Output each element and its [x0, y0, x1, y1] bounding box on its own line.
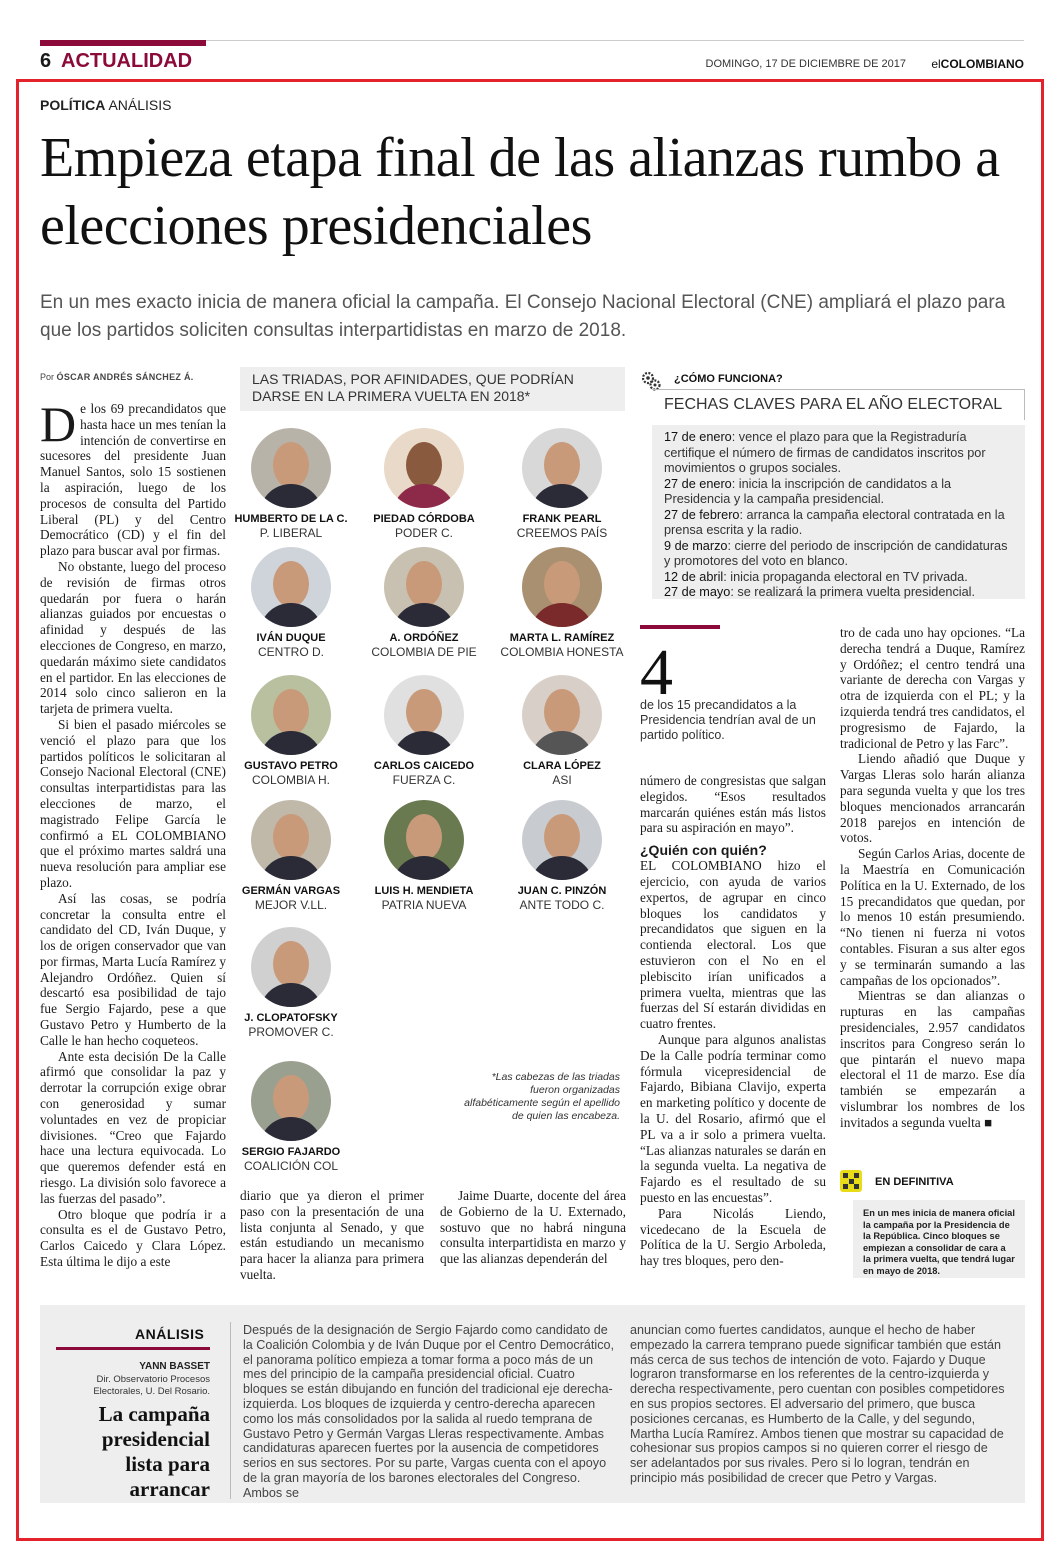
candidate-card	[359, 800, 489, 912]
fecha-text: : vence el plazo para que la Registraduría certifique el número de firmas de candidatos inscritos por movimientos o grupos sociales.	[664, 430, 986, 475]
candidate-photo	[251, 547, 331, 627]
candidate-party: P. LIBERAL	[259, 526, 323, 540]
subhead: ¿Quién con quién?	[640, 842, 767, 859]
triadas-title: LAS TRIADAS, POR AFINIDADES, QUE PODRÍAN DARSE EN LA PRIMERA VUELTA EN 2018*	[240, 367, 625, 411]
candidate-photo	[251, 428, 331, 508]
fecha-item	[664, 477, 1015, 508]
face	[273, 561, 309, 607]
candidate-name: A. ORDÓÑEZ	[389, 632, 459, 644]
candidate-card	[226, 547, 356, 659]
face	[273, 941, 309, 987]
candidate-photo	[522, 547, 602, 627]
candidate-card	[226, 675, 356, 787]
face	[273, 1075, 309, 1121]
paragraph: Jaime Duarte, docente del área de Gobierno de la U. Externado, sostuvo que no habrá ninguna consulta interpartidista en marzo y que las alianzas dependerán del	[440, 1188, 626, 1267]
suit	[392, 484, 456, 508]
suit	[530, 731, 594, 755]
byline-prefix: Por	[40, 372, 55, 382]
candidate-photo	[251, 1061, 331, 1141]
stat-number: 4	[640, 636, 673, 709]
candidate-card	[226, 428, 356, 540]
stat-text: de los 15 precandidatos a la Presidencia tendrían aval de un partido político.	[640, 698, 816, 742]
candidate-card	[226, 800, 356, 912]
drop-cap: D	[40, 396, 77, 452]
candidate-name: PIEDAD CÓRDOBA	[373, 513, 475, 525]
candidate-party: PATRIA NUEVA	[381, 898, 467, 912]
face	[273, 442, 309, 488]
candidate-name: FRANK PEARL	[522, 513, 602, 525]
candidate-card	[497, 547, 627, 659]
candidate-party: FUERZA C.	[392, 773, 456, 787]
fecha-item	[664, 570, 1015, 586]
section-name: ACTUALIDAD	[61, 50, 193, 72]
fecha-item	[664, 430, 1015, 477]
brand-name: COLOMBIANO	[940, 57, 1024, 71]
candidate-party: COLOMBIA DE PIE	[371, 645, 477, 659]
analysis-accent-bar	[56, 1347, 210, 1350]
candidate-name: JUAN C. PINZÓN	[517, 885, 607, 897]
stat-accent-bar	[640, 625, 720, 629]
page-number: 6	[40, 50, 52, 72]
candidate-name: HUMBERTO DE LA C.	[234, 513, 348, 525]
suit	[392, 731, 456, 755]
candidate-photo	[251, 800, 331, 880]
candidate-party: COLOMBIA HONESTA	[500, 645, 624, 659]
suit	[259, 1117, 323, 1141]
candidate-party: PODER C.	[394, 526, 453, 540]
body-column-4	[840, 625, 1025, 1131]
candidate-party: ANTE TODO C.	[519, 898, 605, 912]
suit	[392, 856, 456, 880]
fecha-text: : se realizará la primera vuelta presidencial.	[730, 585, 976, 599]
analysis-title: La campaña presidencial lista para arrancar	[98, 1402, 210, 1501]
candidate-party: COALICIÓN COL	[243, 1159, 339, 1173]
face	[406, 442, 442, 488]
paragraph: No obstante, luego del proceso de revisión de firmas otros quedarán por fuera o harán alianzas guiados por encuestas o afinidad y después de las elecciones de Congreso, en marzo, quedarán máximo siete candidatos en el partidor. En las elecciones de 2014 solo cinco salieron en la tarjeta de primera vuelta.	[40, 558, 226, 717]
deck: En un mes exacto inicia de manera oficial la campaña. El Consejo Nacional Electoral (CNE) ampliará el plazo para que los partidos soliciten consultas interpartidistas en marzo de 2018.	[40, 292, 1006, 341]
en-definitiva-title: EN DEFINITIVA	[875, 1176, 954, 1188]
face	[273, 689, 309, 735]
como-funciona-title: ¿CÓMO FUNCIONA?	[674, 373, 783, 385]
suit	[259, 731, 323, 755]
face	[544, 561, 580, 607]
candidate-party: CENTRO D.	[258, 645, 324, 659]
paragraph: Según Carlos Arias, docente de la Maestría en Comunicación Política en la U. Externado, de los 15 precandidatos que quedan, por lo menos 10 están presumiendo. “No tienen ni fuerza ni votos contables. Fisuran a sus alter egos y se terminarán sumando a las campañas de los opcionados”.	[840, 846, 1025, 988]
fecha-date: 27 de febrero	[664, 507, 740, 522]
candidate-card	[226, 927, 356, 1039]
analysis-author-role: Dir. Observatorio Procesos Electorales, U. Del Rosario.	[93, 1374, 210, 1397]
candidate-party: COLOMBIA H.	[251, 773, 331, 787]
section-accent-bar	[40, 40, 206, 46]
fecha-text: : arranca la campaña electoral contratada en la prensa escrita y la radio.	[664, 507, 1005, 537]
candidate-photo	[384, 547, 464, 627]
paragraph: tro de cada uno hay opciones. “La derecha tendrá a Duque, Ramírez y Ordóñez; el centro tendrá una variante de derecha con Vargas y otra de izquierda con el PL; y la izquierda tendrá tres candidatos, el progresismo de Fajardo, la tradicional de Petro y las Farc”.	[840, 625, 1025, 751]
paragraph: Otro bloque que podría ir a consulta es el de Gustavo Petro, Carlos Caicedo y Clara López. Esta última le dijo a este	[40, 1206, 226, 1270]
candidate-card	[497, 675, 627, 787]
candidate-photo	[384, 428, 464, 508]
fecha-text: : inicia la inscripción de candidatos a la Presidencia y la campaña presidencial.	[664, 476, 952, 506]
body-column-2a	[240, 1188, 424, 1283]
fecha-date: 12 de abril	[664, 569, 724, 584]
fecha-text: : cierre del periodo de inscripción de candidaturas y promotores del voto en blanco.	[664, 538, 1008, 568]
analysis-column-1: Después de la designación de Sergio Fajardo como candidato de la Coalición Colombia y de Iván Duque por el Centro Democrático, el panorama político empieza a tomar forma a poco más de un mes del principio de la campaña presidencial oficial. Cuatro bloques se están dibujando en función del tradicional eje derecha-izquierda. Los bloques de izquierda y centro-derecha aparecen como los más consolidados por la salida al ruedo temprana de Gustavo Petro y Germán Vargas Lleras respectivamente. Ambas candidaturas aparecen fuertes por la ausencia de competidores serios en sus sectores. Por su parte, Vargas cuenta con el apoyo de la gran mayoría de los barones electorales del Congreso. Ambos se	[243, 1323, 614, 1500]
newspaper-brand	[931, 57, 1024, 71]
byline	[40, 372, 194, 382]
analysis-label: ANÁLISIS	[135, 1326, 205, 1342]
candidate-party: CREEMOS PAÍS	[516, 526, 608, 540]
paragraph: Para Nicolás Liendo, vicedecano de la Escuela de Política de la U. Sergio Arboleda, hay tres bloques, pero den-	[640, 1205, 826, 1269]
analysis-column-2: anuncian como fuertes candidatos, aunque el hecho de haber empezado la carrera temprano puede significar también que están más cerca de sus techos de intención de voto. Fajardo y Duque lograron transformarse en los referentes de la centro-izquierda y derecha respectivamente, pero cuentan con posibles competidores en sus propios sectores. El adversario del primero, que busca posiciones cercanas, es Humberto de la Calle, y del segundo, Martha Lucía Ramírez. Ambos tienen que mostrar su capacidad de cohesionar sus propios campos si no quieren correr el riesgo de ser adelantados por sus rivales. Pero si lo logran, tendrán en principio más posibilidad de crecer que Petro y Vargas.	[630, 1323, 1005, 1485]
body-column-3	[640, 773, 826, 1269]
candidate-photo	[251, 675, 331, 755]
paragraph: diario que ya dieron el primer paso con la presentación de una lista conjunta al Senado, y que están estudiando un mecanismo para hacer la alianza para primera vuelta.	[240, 1188, 424, 1282]
headline: Empieza etapa final de las alianzas rumbo a elecciones presidenciales	[40, 127, 1000, 257]
publication-date: DOMINGO, 17 DE DICIEMBRE DE 2017	[705, 58, 906, 70]
body-column-2b	[440, 1188, 626, 1267]
fecha-item	[664, 585, 1015, 601]
kicker-type: ANÁLISIS	[108, 97, 172, 113]
fecha-date: 17 de enero	[664, 430, 732, 444]
candidate-name: IVÁN DUQUE	[256, 632, 326, 644]
fechas-list	[652, 425, 1025, 599]
candidate-photo	[384, 800, 464, 880]
candidate-name: LUIS H. MENDIETA	[374, 885, 474, 897]
suit	[530, 484, 594, 508]
byline-name: ÓSCAR ANDRÉS SÁNCHEZ Á.	[56, 372, 194, 382]
candidate-name: GERMÁN VARGAS	[241, 885, 341, 897]
candidate-photo	[522, 428, 602, 508]
paragraph: Si bien el pasado miércoles se venció el plazo para que los partidos políticos le solicitaran al Consejo Nacional Electoral (CNE) consultas interpartidistas para las elecciones de marzo, el magistrado Felipe García le confirmó a EL COLOMBIANO que el próximo martes saldrá una nueva resolución para ampliar ese plazo.	[40, 716, 226, 890]
candidate-photo	[522, 800, 602, 880]
face	[406, 561, 442, 607]
candidate-card	[359, 428, 489, 540]
body-column-1	[40, 396, 226, 1281]
analysis-author: YANN BASSET	[139, 1361, 210, 1372]
paragraph: Aunque para algunos analistas De la Calle podría terminar como fórmula vicepresidencial de Fajardo, Bibiana Clavijo, experta en marketing político y docente de la U. del Rosario, afirmó que el PL va a ir solo a primera vuelta. “Las alianzas naturales se darán en la segunda vuelta. La negativa de Fajardo es el resultado de su puesto en las encuestas”.	[640, 1031, 826, 1205]
paragraph: Ante esta decisión De la Calle afirmó que consolidar la paz y derrotar la corrupción exige obrar con generosidad y sumar voluntades en vez de propiciar divisiones. “Creo que Fajardo hace una lectura equivocada. Lo que queremos defender está en riesgo. La división solo favorece a las fuerzas del pasado”.	[40, 1048, 226, 1206]
face	[544, 814, 580, 860]
suit	[259, 484, 323, 508]
paragraph: Así las cosas, se podría concretar la consulta entre el candidato del CD, Iván Duque, y los de origen conservador que van por firmas, Marta Lucía Ramírez y Alejandro Ordóñez. Quien sí descartó esa posibilidad de tajo fue Sergio Fajardo, pese a que Gustavo Petro y Humberto de la Calle le han hecho coqueteos.	[40, 890, 226, 1048]
paragraph-text: e los 69 precandidatos que hasta hace un mes tenían la intención de convertirse en sucesores del presidente Juan Manuel Santos, solo 15 sostienen la aspiración, luego de los procesos de consulta del Partido Liberal (PL) y del Centro Democrático (CD) y el fin del plazo para buscar aval por firmas.	[40, 401, 226, 559]
suit	[259, 983, 323, 1007]
paragraph	[40, 396, 226, 559]
summary-icon	[840, 1170, 862, 1192]
candidate-card	[497, 800, 627, 912]
fecha-item	[664, 508, 1015, 539]
kicker	[40, 97, 172, 113]
suit	[530, 603, 594, 627]
kicker-section: POLÍTICA	[40, 97, 106, 113]
face	[544, 689, 580, 735]
face	[544, 442, 580, 488]
face	[406, 689, 442, 735]
fecha-date: 27 de mayo	[664, 585, 731, 599]
candidate-card	[359, 675, 489, 787]
analysis-divider	[230, 1322, 231, 1499]
candidate-name: CLARA LÓPEZ	[523, 760, 601, 772]
candidate-party: ASI	[552, 773, 572, 787]
candidate-card	[359, 547, 489, 659]
paragraph: Mientras se dan alianzas o rupturas en las campañas presidenciales, 2.957 candidatos inscritos para Congreso serán lo que pintarán el nuevo mapa electoral el 11 de marzo. Ese día también se empezarán a vislumbrar los nombres de los invitados a segunda vuelta ■	[840, 988, 1025, 1130]
paragraph: EL COLOMBIANO hizo el ejercicio, con ayuda de varios expertos, de agrupar en cinco bloques los candidatos y precandidatos que siguen en la contienda electoral. Los que estuvieron con el No en el plebiscito irían unificados a primera vuelta, mientras que las fuerzas del Sí estarán divididas en cuatro frentes.	[640, 858, 826, 1032]
paragraph: número de congresistas que salgan elegidos. “Esos resultados marcarán quiénes están más listos para su aspiración en mayo”.	[640, 773, 826, 836]
candidate-card	[226, 1061, 356, 1173]
candidate-name: SERGIO FAJARDO	[241, 1146, 341, 1158]
fecha-text: : inicia propaganda electoral en TV privada.	[723, 569, 968, 584]
face	[406, 814, 442, 860]
candidate-name: GUSTAVO PETRO	[244, 760, 338, 772]
candidate-name: J. CLOPATOFSKY	[244, 1012, 338, 1024]
face	[273, 814, 309, 860]
candidate-card	[497, 428, 627, 540]
candidate-photo	[384, 675, 464, 755]
suit	[259, 603, 323, 627]
fecha-date: 27 de enero	[664, 476, 732, 491]
candidate-photo	[251, 927, 331, 1007]
triadas-footnote: *Las cabezas de las triadas fueron organizadas alfabéticamente según el apellido de quien las encabeza.	[464, 1071, 620, 1122]
candidate-party: MEJOR V.LL.	[254, 898, 328, 912]
suit	[259, 856, 323, 880]
brand-prefix: el	[931, 57, 941, 71]
candidate-party: PROMOVER C.	[248, 1025, 334, 1039]
fechas-title: FECHAS CLAVES PARA EL AÑO ELECTORAL	[652, 389, 1025, 420]
suit	[530, 856, 594, 880]
paragraph: Liendo añadió que Duque y Vargas Lleras solo harán alianza para segunda vuelta y que los tres bloques mencionados arrancarán 2018 parejos en intención de votos.	[840, 751, 1025, 846]
fecha-item	[664, 539, 1015, 570]
fecha-date: 9 de marzo	[664, 538, 728, 553]
candidate-name: CARLOS CAICEDO	[373, 760, 475, 772]
candidate-photo	[522, 675, 602, 755]
candidate-name: MARTA L. RAMÍREZ	[509, 632, 615, 644]
en-definitiva-text: En un mes inicia de manera oficial la campaña por la Presidencia de la República. Cinco bloques se empiezan a consolidar de cara a la primera vuelta, que tendrá lugar en mayo de 2018.	[853, 1200, 1025, 1278]
suit	[392, 603, 456, 627]
